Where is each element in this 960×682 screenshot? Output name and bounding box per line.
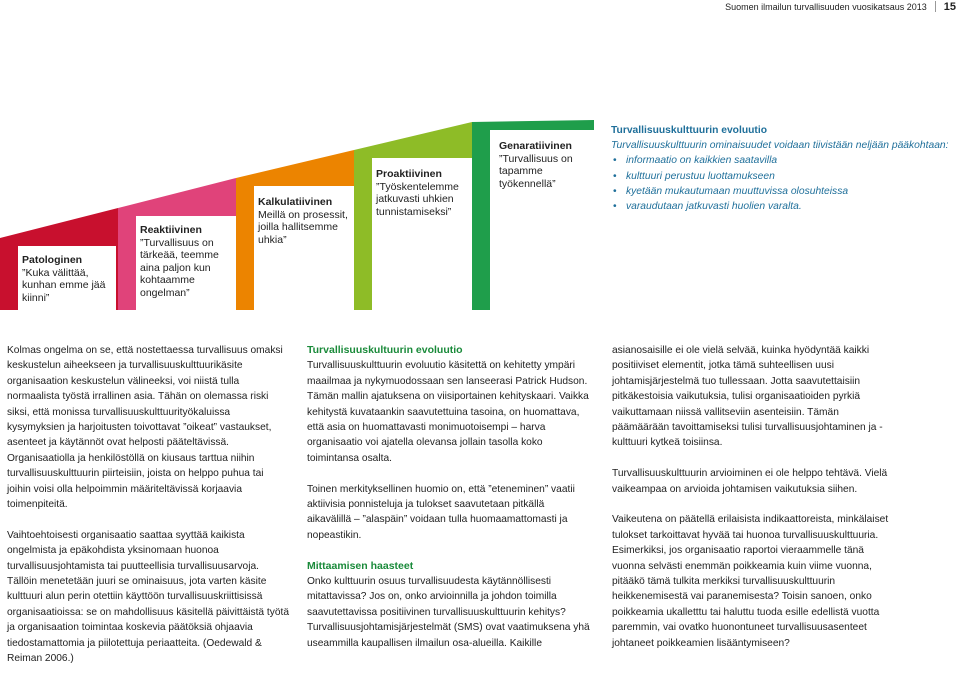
list-item: • kulttuuri perustuu luottamukseen bbox=[611, 169, 951, 184]
step-pathological-label: Patologinen ”Kuka välittää, kunhan emme jää kiinni” bbox=[22, 254, 106, 304]
step-generative-label: Genaratiivinen ”Turvallisuus on tapamme työkennellä” bbox=[499, 140, 573, 190]
text-column-3 bbox=[612, 343, 895, 666]
safety-culture-staircase bbox=[0, 120, 600, 310]
evolution-summary-list bbox=[611, 153, 951, 214]
page-header bbox=[725, 0, 960, 13]
text-column-1 bbox=[7, 343, 290, 682]
section-heading: Mittaamisen haasteet bbox=[307, 559, 414, 572]
step-calculative-slope bbox=[236, 150, 354, 178]
step-proactive-label: Proaktiivinen ”Työskentelemme jatkuvasti uhkien tunnistamiseksi” bbox=[376, 168, 459, 218]
step-reactive-label: Reaktiivinen ”Turvallisuus on tärkeää, teemme aina paljon kun kohtaamme ongelman” bbox=[140, 224, 219, 299]
step-proactive-slope bbox=[354, 122, 472, 150]
paragraph: Vaihtoehtoisesti organisaatio saattaa syyttää kaikista ongelmista ja epäkohdista yksinomaan huonoa turvallisuusjohtamista tai puutteellisia turvallisuusarvoja. Tällöin menetetään juuri se ominaisuus, jota varten käsite kulttuuri alun perin otettiin käyttöön turvallisuuskriittisissä organisaatioissa: se on mahdollisuus käsitellä päivittäistä työtä ja organisaation toimintaa koskevia päätöksiä ohjaavia tiedostamattomia ja piilotettuja periaatteita. (Oedewald & Reiman 2006.) bbox=[7, 529, 290, 665]
step-calculative-label: Kalkulatiivinen Meillä on prosessit, joilla hallitsemme uhkia” bbox=[258, 196, 348, 246]
evolution-summary bbox=[611, 123, 951, 214]
page-number: 15 bbox=[943, 0, 956, 13]
step-pathological-slope bbox=[0, 208, 118, 238]
evolution-summary-title: Turvallisuuskulttuurin evoluutio bbox=[611, 125, 767, 136]
list-item: • informaatio on kaikkien saatavilla bbox=[611, 153, 951, 168]
paragraph: Turvallisuuskulttuurin evoluutio käsitettä on kehitetty ympäri maailmaa ja nykymuodossaan sen lanseerasi Patrick Hudson. Tämän mallin ajatuksena on viisiportainen kehityskaari. Vaikka kehitystä kuvataankin saavutettuina tasoina, on huomattava, että asia on huomattavasti monimuotoisempi – harva organisaatio voi ajatella olevansa jollain tasolla koko toimintansa osalta. bbox=[307, 360, 589, 464]
list-item: • kyetään mukautumaan muuttuvissa olosuhteissa bbox=[611, 184, 951, 199]
paragraph: Kolmas ongelma on se, että nostettaessa turvallisuus omaksi keskustelun aiheekseen ja turvallisuuskulttuurikäsite organisaation keskustelun välineeksi, voi niistä tulla normaalista työstä irrallinen asia. Tähän on olemassa riski siksi, että monissa turvallisuuskulttuurityökaluissa kysymyksien ja harjoitusten toivottavat ”oikeat” vastaukset, asenteet ja käytännöt ovat helposti pääteltävissä. Organisaatiolla ja henkilöstöllä on kiusaus tarttua niihin turvallisuuskulttuurin piirteisiin, joista on helppo puhua tai joihin voisi olla helpoimmin määriteltävissä korjaavia toimenpiteitä. bbox=[7, 345, 283, 511]
paragraph: Onko kulttuurin osuus turvallisuudesta käytännöllisesti mitattavissa? Jos on, onko arvioinnilla ja johdon toimilla saavutettavissa positiivinen turvallisuuskulttuurin kehitys? Turvallisuusjohtamisjärjestelmät (SMS) ovat vaatimuksena yhä useammilla kaupallisen ilmailun osa-alueilla. Kaikille bbox=[307, 576, 590, 649]
paragraph: Toinen merkityksellinen huomio on, että ”eteneminen” vaatii aktiivisia ponnisteluja ja tulokset saavutetaan pitkällä aikavälillä – ”alaspäin” voidaan tulla huomaamattomasti ja nopeastikin. bbox=[307, 483, 575, 541]
paragraph: Turvallisuuskulttuurin arvioiminen ei ole helppo tehtävä. Vielä vaikeampaa on arvioida johtamisen vaikutuksia siihen. bbox=[612, 468, 888, 495]
paragraph: asianosaisille ei ole vielä selvää, kuinka hyödyntää kaikki positiiviset elementit, jotka tämä suhteellisen uusi johtamisjärjestelmä tuo tullessaan. Jotta saavutettaisiin pitkäkestoisia vaikutuksia, tulisi organisaatioiden pyrkiä vaikuttamaan niissä vallitseviin asenteisiin. Tämän päämäärään tavoittamiseksi tulisi turvallisuusjohtaminen ja -kulttuuri kytkeä toisiinsa. bbox=[612, 345, 883, 449]
header-divider bbox=[935, 1, 936, 12]
evolution-summary-intro: Turvallisuuskulttuurin ominaisuudet voidaan tiivistään neljään pääkohtaan: bbox=[611, 140, 949, 152]
section-heading: Turvallisuuskultuurin evoluutio bbox=[307, 344, 463, 356]
publication-title: Suomen ilmailun turvallisuuden vuosikatsaus 2013 bbox=[725, 1, 927, 12]
list-item: • varaudutaan jatkuvasti huolien varalta. bbox=[611, 199, 951, 214]
step-reactive-slope bbox=[118, 178, 236, 208]
paragraph: Vaikeutena on päätellä erilaisista indikaattoreista, minkälaiset tulokset tarkoittavat hyvää tai huonoa turvallisuuskulttuuria. Esimerkiksi, jos organisaatio raportoi vieraammelle tänä vuonna selvästi enemmän poikkeamia kuin viime vuonna, pitääkö tämä tulkita merkiksi turvallisuuskulttuurin heikkenemisestä vai paranemisesta? Toisin sanoen, onko poikkeamia ukalletttu tai haluttu tuoda esille edellistä vuotta paremmin, vai ovatko huonontuneet turvallisuusasenteet johtaneet poikkeamien lisääntymiseen? bbox=[612, 514, 889, 649]
text-column-2 bbox=[307, 343, 590, 666]
